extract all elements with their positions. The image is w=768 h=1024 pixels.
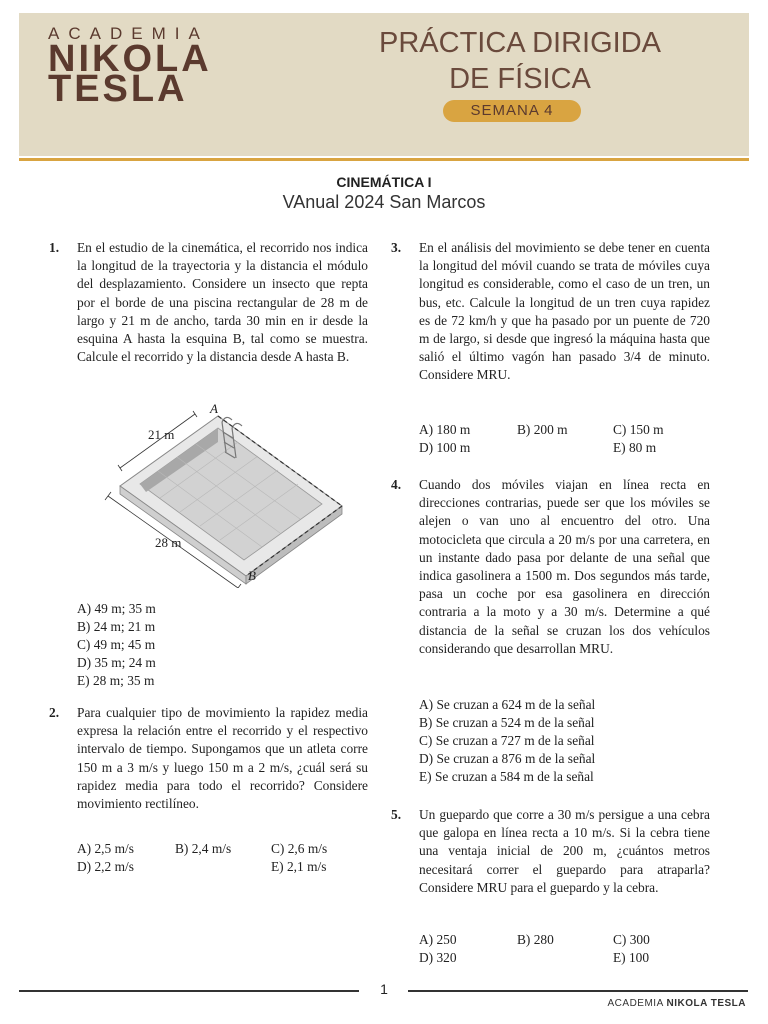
question-1-options [77,600,367,692]
title-line-2: DE FÍSICA [449,63,591,95]
subject-heading [0,173,768,213]
option-c[interactable]: C) 2,6 m/s [271,841,328,856]
logo-line-1: ACADEMIA [48,24,209,43]
option-a[interactable]: A) Se cruzan a 624 m de la señal [419,697,596,712]
question-number: 4. [391,477,402,492]
option-e[interactable]: E) 2,1 m/s [271,859,327,874]
page-number: 1 [380,981,388,997]
question-4-options [419,696,709,788]
option-b[interactable]: B) 200 m [517,422,568,437]
option-c[interactable]: C) 49 m; 45 m [77,637,156,652]
page-title [330,25,710,97]
option-b[interactable]: B) Se cruzan a 524 m de la señal [419,715,595,730]
question-number: 5. [391,807,402,822]
option-c[interactable]: C) Se cruzan a 727 m de la señal [419,733,595,748]
question-1 [49,239,368,366]
option-b[interactable]: B) 280 [517,932,554,947]
question-5-options [419,931,709,969]
width-label: 21 m [148,427,175,442]
question-text: Para cualquier tipo de movimiento la rapidez media expresa la relación entre el recorrido y el respectivo intervalo de tiempo. Supongamos que un atleta corre 150 m a 3 m/s y luego 150 m a 2 m/s, ¿cuál será su rapidez media para todo el recorrido? Considere movimiento rectilíneo. [77,705,368,812]
option-d[interactable]: D) 2,2 m/s [77,859,134,874]
topic-title: CINEMÁTICA I [336,174,432,190]
question-text: En el análisis del movimiento se debe tener en cuenta la longitud del móvil cuando se trata de móviles cuya longitud es considerable, como el caso de un tren, un bus, etc. Calcule la longitud de un tren cuya rapidez es de 72 km/h y que ha pasado por un puente de 720 m de largo, si desde que ingresó la máquina hasta que salió el último vagón han pasado 3/4 de minuto. Considere MRU. [419,240,710,383]
header-divider [19,158,749,161]
option-a[interactable]: A) 180 m [419,422,471,437]
footer-brand [608,998,746,1009]
logo-line-2: NIKOLA [48,38,212,80]
footer-brand-prefix: ACADEMIA [607,998,664,1009]
option-e[interactable]: E) Se cruzan a 584 m de la señal [419,769,594,784]
option-d[interactable]: D) 35 m; 24 m [77,655,156,670]
option-e[interactable]: E) 28 m; 35 m [77,673,155,688]
logo-line-3: TESLA [48,68,188,110]
length-label: 28 m [155,535,182,550]
academy-logo [48,24,212,110]
question-text: En el estudio de la cinemática, el recorrido nos indica la longitud de la trayectoria y la distancia el módulo del desplazamiento. Considere un insecto que repta por el borde de una piscina rectangular de 28 m de largo y 21 m de ancho, tarda 30 min en ir desde la esquina A hasta la esquina B, tal como se muestra. Calcule el recorrido y la distancia desde A hasta B. [77,240,368,365]
question-3-options [419,421,709,459]
corner-b-label: B [248,568,256,583]
corner-a-label: A [210,401,218,416]
option-a[interactable]: A) 2,5 m/s [77,841,134,856]
option-b[interactable]: B) 2,4 m/s [175,841,232,856]
option-e[interactable]: E) 100 [613,950,650,965]
footer-brand-name: NIKOLA TESLA [666,998,746,1009]
course-title: VAnual 2024 San Marcos [282,192,486,212]
question-text: Un guepardo que corre a 30 m/s persigue a una cebra que galopa en línea recta a 10 m/s. Si la cebra tiene una ventaja inicial de 200 m, ¿cuántos metros necesitará correr el guepardo para atraparla? Considere MRU para el guepardo y la cebra. [419,807,710,895]
question-number: 3. [391,240,402,255]
option-a[interactable]: A) 250 [419,932,457,947]
footer-divider-right [408,990,748,992]
option-d[interactable]: D) 320 [419,950,457,965]
option-b[interactable]: B) 24 m; 21 m [77,619,156,634]
question-3 [391,239,710,385]
question-4 [391,476,710,658]
option-d[interactable]: D) Se cruzan a 876 m de la señal [419,751,596,766]
question-number: 1. [49,240,60,255]
footer-divider-left [19,990,359,992]
question-text: Cuando dos móviles viajan en línea recta en direcciones contrarias, puede ser que los móviles se alejen o van uno al encuentro del otro. Una motocicleta que circula a 20 m/s por una carretera, en un instante dado pasa por delante de una señal que indica gasolinera a 1500 m. Dos segundos más tarde, pasa un coche por esa gasolinera en dirección contraria a la moto y a 30 m/s. Determine a qué distancia de la señal se cruzan los dos vehículos considerando que desarrollan MRU. [419,477,710,656]
option-e[interactable]: E) 80 m [613,440,657,455]
pool-figure [100,398,350,588]
option-c[interactable]: C) 300 [613,932,650,947]
question-2 [49,704,368,813]
title-line-1: PRÁCTICA DIRIGIDA [379,27,661,59]
option-d[interactable]: D) 100 m [419,440,471,455]
option-c[interactable]: C) 150 m [613,422,664,437]
question-5 [391,806,710,897]
option-a[interactable]: A) 49 m; 35 m [77,601,156,616]
question-number: 2. [49,705,60,720]
question-2-options [77,840,367,878]
week-badge: SEMANA 4 [443,100,581,122]
